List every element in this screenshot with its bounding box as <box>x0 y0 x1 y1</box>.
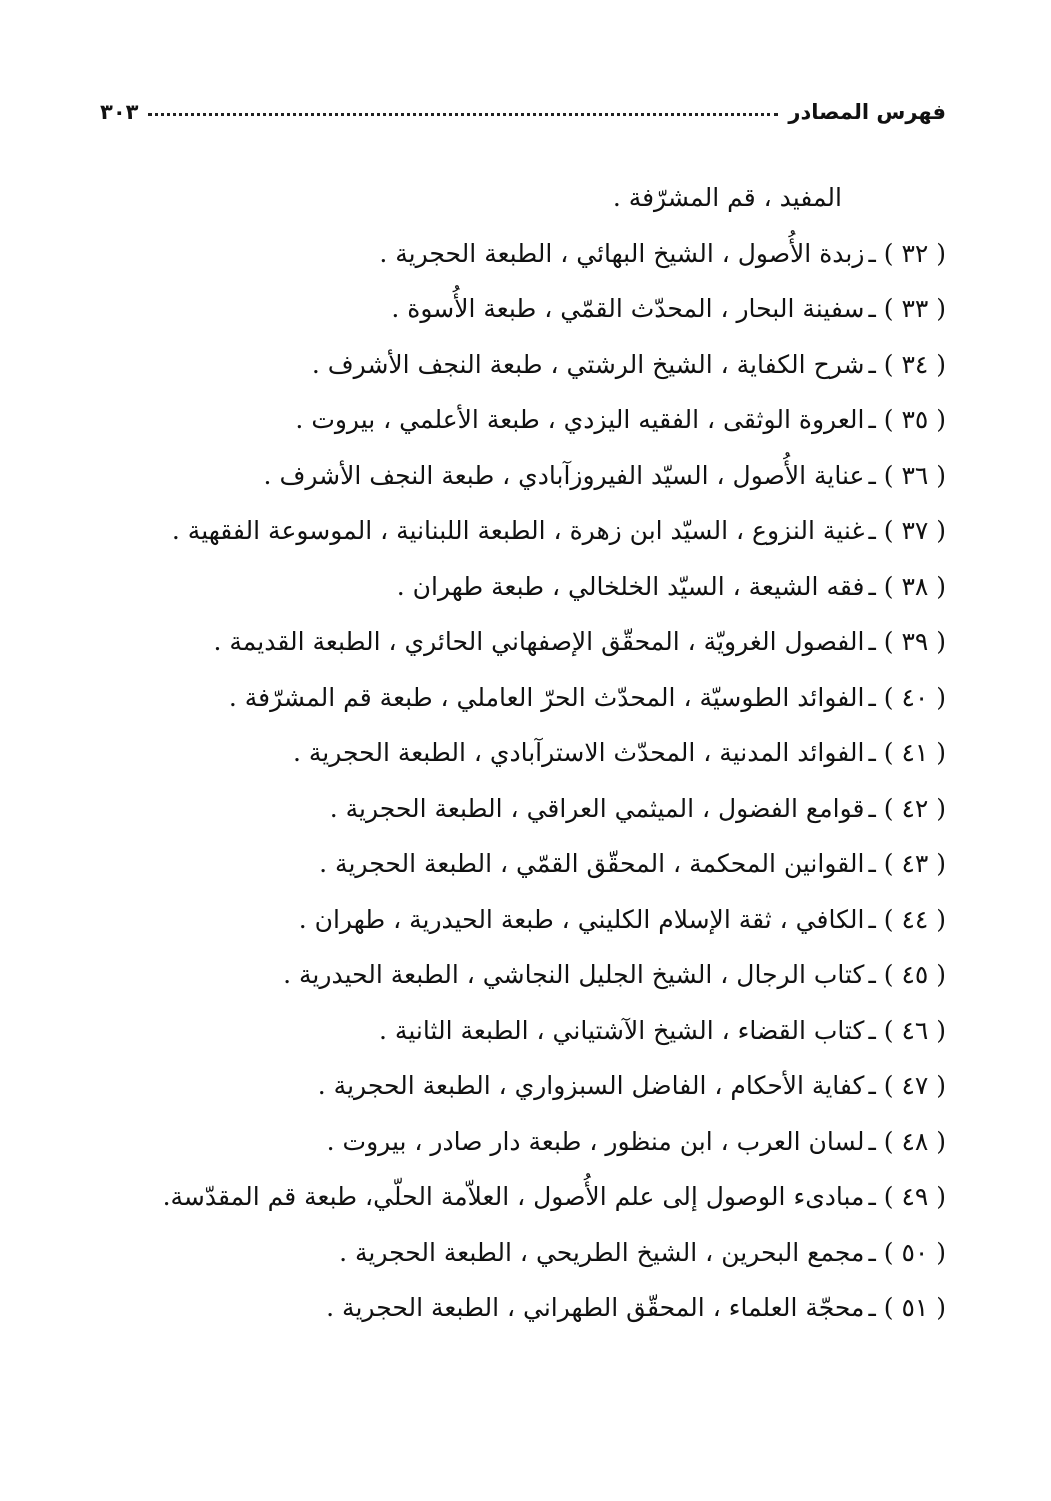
entry-number: ( ٤٦ ) ـ <box>868 1015 946 1045</box>
entry-text: الفوائد الطوسيّة ، المحدّث الحرّ العاملي ، طبعة قم المشرّفة . <box>228 682 865 712</box>
entry-number: ( ٣٧ ) ـ <box>868 516 946 545</box>
list-item <box>100 836 946 892</box>
running-header <box>100 84 946 124</box>
entry-text: الفصول الغرويّة ، المحقّق الإصفهاني الحائري ، الطبعة القديمة . <box>213 627 865 656</box>
list-item <box>100 1003 946 1059</box>
entry-text: لسان العرب ، ابن منظور ، طبعة دار صادر ، بيروت . <box>326 1126 865 1156</box>
entry-text: الكافي ، ثقة الإسلام الكليني ، طبعة الحيدرية ، طهران . <box>298 904 865 934</box>
entry-text: سفينة البحار ، المحدّث القمّي ، طبعة الأُسوة . <box>391 294 865 323</box>
entry-number: ( ٤٢ ) ـ <box>868 793 946 823</box>
entry-number: ( ٤٠ ) ـ <box>868 682 946 712</box>
list-item <box>100 448 946 504</box>
entry-number: ( ٣٩ ) ـ <box>868 627 946 656</box>
list-item <box>100 1114 946 1170</box>
list-item <box>100 1058 946 1114</box>
entry-number: ( ٥١ ) ـ <box>868 1293 946 1322</box>
continuation-line: المفيد ، قم المشرّفة . <box>612 183 842 212</box>
entry-text: كتاب القضاء ، الشيخ الآشتياني ، الطبعة الثانية . <box>379 1015 865 1045</box>
entry-number: ( ٣٦ ) ـ <box>868 460 946 490</box>
list-item <box>100 781 946 837</box>
entry-text: قوامع الفضول ، الميثمي العراقي ، الطبعة الحجرية . <box>329 793 865 823</box>
list-item <box>100 1169 946 1225</box>
list-item <box>100 559 946 615</box>
entry-text: العروة الوثقى ، الفقيه اليزدي ، طبعة الأعلمي ، بيروت . <box>295 405 865 434</box>
leader-dots <box>148 113 778 116</box>
entry-number: ( ٤٩ ) ـ <box>868 1182 946 1211</box>
entry-number: ( ٣٥ ) ـ <box>868 405 946 434</box>
entry-text: مبادىء الوصول إلى علم الأُصول ، العلاّمة الحلّي، طبعة قم المقدّسة. <box>162 1182 865 1211</box>
entry-number: ( ٤٧ ) ـ <box>868 1071 946 1100</box>
entry-text: مجمع البحرين ، الشيخ الطريحي ، الطبعة الحجرية . <box>339 1237 865 1267</box>
entry-number: ( ٣٨ ) ـ <box>868 571 946 601</box>
entry-number: ( ٤٤ ) ـ <box>868 904 946 934</box>
list-item <box>100 337 946 393</box>
header-title: فهرس المصادر <box>788 100 946 124</box>
entry-number: ( ٣٤ ) ـ <box>868 349 946 379</box>
entry-number: ( ٤٣ ) ـ <box>868 849 946 878</box>
entry-text: القوانين المحكمة ، المحقّق القمّي ، الطبعة الحجرية . <box>319 849 865 878</box>
entry-text: كفاية الأحكام ، الفاضل السبزواري ، الطبعة الحجرية . <box>317 1071 865 1100</box>
list-item <box>100 392 946 448</box>
entry-text: شرح الكفاية ، الشيخ الرشتي ، طبعة النجف الأشرف . <box>311 349 865 379</box>
page-number: ٣٠٣ <box>100 100 139 124</box>
list-item <box>100 1280 946 1336</box>
entry-number: ( ٤٥ ) ـ <box>868 960 946 989</box>
list-item <box>100 614 946 670</box>
entry-text: محجّة العلماء ، المحقّق الطهراني ، الطبعة الحجرية . <box>326 1293 865 1322</box>
list-item <box>100 892 946 948</box>
list-item <box>100 947 946 1003</box>
entry-text: عناية الأُصول ، السيّد الفيروزآبادي ، طبعة النجف الأشرف . <box>263 460 865 490</box>
list-item <box>100 725 946 781</box>
entry-text: الفوائد المدنية ، المحدّث الاسترآبادي ، الطبعة الحجرية . <box>293 738 865 767</box>
list-item <box>100 1225 946 1281</box>
entry-text: زبدة الأُصول ، الشيخ البهائي ، الطبعة الحجرية . <box>379 238 865 268</box>
entry-text: كتاب الرجال ، الشيخ الجليل النجاشي ، الطبعة الحيدرية . <box>283 960 865 989</box>
list-item <box>100 670 946 726</box>
entry-number: ( ٤١ ) ـ <box>868 738 946 767</box>
bibliography-list <box>100 170 946 1336</box>
list-item <box>100 503 946 559</box>
list-item <box>100 226 946 282</box>
list-item <box>100 281 946 337</box>
entry-text: غنية النزوع ، السيّد ابن زهرة ، الطبعة اللبنانية ، الموسوعة الفقهية . <box>171 516 865 545</box>
entry-number: ( ٤٨ ) ـ <box>868 1126 946 1156</box>
entry-number: ( ٥٠ ) ـ <box>868 1237 946 1267</box>
entry-number: ( ٣٣ ) ـ <box>868 294 946 323</box>
entry-number: ( ٣٢ ) ـ <box>868 238 946 268</box>
entry-text: فقه الشيعة ، السيّد الخلخالي ، طبعة طهران . <box>396 571 865 601</box>
